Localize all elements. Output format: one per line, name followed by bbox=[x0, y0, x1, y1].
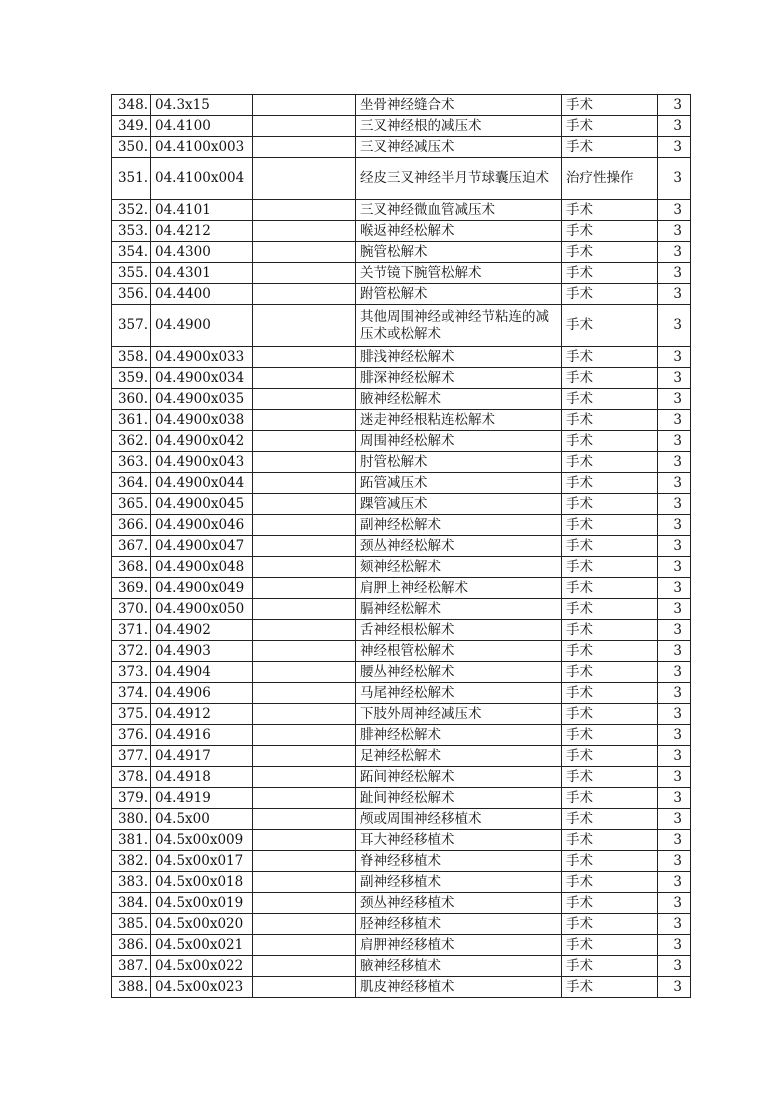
procedure-level-cell: 3 bbox=[658, 452, 691, 473]
procedure-name-cell: 趾间神经松解术 bbox=[356, 788, 562, 809]
procedure-name-cell: 腓浅神经松解术 bbox=[356, 347, 562, 368]
procedure-name-cell: 肌皮神经移植术 bbox=[356, 977, 562, 998]
procedure-level-cell: 3 bbox=[658, 536, 691, 557]
table-row bbox=[112, 641, 691, 662]
procedure-level-cell: 3 bbox=[658, 809, 691, 830]
procedure-type-cell: 手术 bbox=[562, 704, 658, 725]
procedure-type-cell: 手术 bbox=[562, 851, 658, 872]
procedure-name-cell: 下肢外周神经减压术 bbox=[356, 704, 562, 725]
procedure-code-cell: 04.5x00x023 bbox=[151, 977, 253, 998]
row-number-cell: 385. bbox=[112, 914, 151, 935]
procedure-type-cell: 手术 bbox=[562, 914, 658, 935]
blank-cell bbox=[253, 158, 356, 200]
table-row bbox=[112, 368, 691, 389]
blank-cell bbox=[253, 914, 356, 935]
procedure-type-cell: 手术 bbox=[562, 515, 658, 536]
procedure-code-cell: 04.4900x047 bbox=[151, 536, 253, 557]
procedure-level-cell: 3 bbox=[658, 116, 691, 137]
table-row bbox=[112, 116, 691, 137]
procedure-level-cell: 3 bbox=[658, 347, 691, 368]
table-row bbox=[112, 830, 691, 851]
procedure-type-cell: 手术 bbox=[562, 956, 658, 977]
table-row bbox=[112, 452, 691, 473]
table-row bbox=[112, 221, 691, 242]
row-number-cell: 384. bbox=[112, 893, 151, 914]
procedure-type-cell: 手术 bbox=[562, 557, 658, 578]
row-number-cell: 349. bbox=[112, 116, 151, 137]
procedure-type-cell: 手术 bbox=[562, 935, 658, 956]
procedure-type-cell: 手术 bbox=[562, 683, 658, 704]
row-number-cell: 383. bbox=[112, 872, 151, 893]
row-number-cell: 363. bbox=[112, 452, 151, 473]
procedure-type-cell: 手术 bbox=[562, 200, 658, 221]
procedure-name-cell: 腓深神经松解术 bbox=[356, 368, 562, 389]
procedure-name-cell: 三叉神经根的减压术 bbox=[356, 116, 562, 137]
table-row bbox=[112, 977, 691, 998]
blank-cell bbox=[253, 662, 356, 683]
procedure-name-cell: 耳大神经移植术 bbox=[356, 830, 562, 851]
blank-cell bbox=[253, 263, 356, 284]
table-row bbox=[112, 158, 691, 200]
procedure-code-cell: 04.4900x046 bbox=[151, 515, 253, 536]
procedure-name-cell: 肩胛上神经松解术 bbox=[356, 578, 562, 599]
procedure-name-cell: 腋神经移植术 bbox=[356, 956, 562, 977]
blank-cell bbox=[253, 221, 356, 242]
procedure-code-cell: 04.4900x033 bbox=[151, 347, 253, 368]
procedure-name-cell: 周围神经松解术 bbox=[356, 431, 562, 452]
procedure-level-cell: 3 bbox=[658, 221, 691, 242]
procedure-type-cell: 手术 bbox=[562, 746, 658, 767]
procedure-type-cell: 手术 bbox=[562, 893, 658, 914]
row-number-cell: 352. bbox=[112, 200, 151, 221]
blank-cell bbox=[253, 578, 356, 599]
blank-cell bbox=[253, 95, 356, 116]
procedure-level-cell: 3 bbox=[658, 746, 691, 767]
procedure-code-cell: 04.5x00x020 bbox=[151, 914, 253, 935]
procedure-code-cell: 04.4100x003 bbox=[151, 137, 253, 158]
procedure-type-cell: 手术 bbox=[562, 431, 658, 452]
procedure-name-cell: 胫神经移植术 bbox=[356, 914, 562, 935]
blank-cell bbox=[253, 305, 356, 347]
procedure-code-cell: 04.4900x044 bbox=[151, 473, 253, 494]
procedure-code-cell: 04.5x00x022 bbox=[151, 956, 253, 977]
procedure-level-cell: 3 bbox=[658, 977, 691, 998]
procedure-name-cell: 颅或周围神经移植术 bbox=[356, 809, 562, 830]
procedure-name-cell: 脊神经移植术 bbox=[356, 851, 562, 872]
blank-cell bbox=[253, 977, 356, 998]
table-row bbox=[112, 725, 691, 746]
table-row bbox=[112, 746, 691, 767]
procedure-type-cell: 手术 bbox=[562, 599, 658, 620]
row-number-cell: 367. bbox=[112, 536, 151, 557]
blank-cell bbox=[253, 368, 356, 389]
blank-cell bbox=[253, 620, 356, 641]
procedure-code-cell: 04.4918 bbox=[151, 767, 253, 788]
procedure-name-cell: 膈神经松解术 bbox=[356, 599, 562, 620]
procedure-level-cell: 3 bbox=[658, 872, 691, 893]
table-row bbox=[112, 788, 691, 809]
row-number-cell: 371. bbox=[112, 620, 151, 641]
procedure-level-cell: 3 bbox=[658, 473, 691, 494]
blank-cell bbox=[253, 725, 356, 746]
row-number-cell: 382. bbox=[112, 851, 151, 872]
table-row bbox=[112, 557, 691, 578]
row-number-cell: 348. bbox=[112, 95, 151, 116]
row-number-cell: 359. bbox=[112, 368, 151, 389]
procedure-name-cell: 迷走神经根粘连松解术 bbox=[356, 410, 562, 431]
row-number-cell: 361. bbox=[112, 410, 151, 431]
procedure-level-cell: 3 bbox=[658, 389, 691, 410]
row-number-cell: 372. bbox=[112, 641, 151, 662]
procedure-type-cell: 手术 bbox=[562, 578, 658, 599]
blank-cell bbox=[253, 284, 356, 305]
procedure-code-cell: 04.4900x042 bbox=[151, 431, 253, 452]
procedure-code-cell: 04.4916 bbox=[151, 725, 253, 746]
blank-cell bbox=[253, 116, 356, 137]
procedure-level-cell: 3 bbox=[658, 956, 691, 977]
procedure-name-cell: 腓神经松解术 bbox=[356, 725, 562, 746]
procedure-type-cell: 手术 bbox=[562, 809, 658, 830]
procedure-level-cell: 3 bbox=[658, 914, 691, 935]
procedure-level-cell: 3 bbox=[658, 725, 691, 746]
table-row bbox=[112, 704, 691, 725]
procedure-level-cell: 3 bbox=[658, 200, 691, 221]
procedure-code-cell: 04.5x00x017 bbox=[151, 851, 253, 872]
table-row bbox=[112, 620, 691, 641]
blank-cell bbox=[253, 641, 356, 662]
procedure-type-cell: 手术 bbox=[562, 725, 658, 746]
table-row bbox=[112, 242, 691, 263]
procedure-level-cell: 3 bbox=[658, 893, 691, 914]
procedure-code-cell: 04.5x00x009 bbox=[151, 830, 253, 851]
procedure-type-cell: 手术 bbox=[562, 389, 658, 410]
procedure-code-cell: 04.4900x035 bbox=[151, 389, 253, 410]
procedure-level-cell: 3 bbox=[658, 431, 691, 452]
procedure-code-cell: 04.4912 bbox=[151, 704, 253, 725]
row-number-cell: 379. bbox=[112, 788, 151, 809]
row-number-cell: 376. bbox=[112, 725, 151, 746]
procedure-code-cell: 04.5x00x018 bbox=[151, 872, 253, 893]
procedure-code-cell: 04.4917 bbox=[151, 746, 253, 767]
procedure-name-cell: 关节镜下腕管松解术 bbox=[356, 263, 562, 284]
procedure-level-cell: 3 bbox=[658, 620, 691, 641]
procedure-name-cell: 腕管松解术 bbox=[356, 242, 562, 263]
procedure-level-cell: 3 bbox=[658, 410, 691, 431]
blank-cell bbox=[253, 473, 356, 494]
blank-cell bbox=[253, 872, 356, 893]
procedure-level-cell: 3 bbox=[658, 935, 691, 956]
table-row bbox=[112, 389, 691, 410]
blank-cell bbox=[253, 788, 356, 809]
procedure-level-cell: 3 bbox=[658, 494, 691, 515]
blank-cell bbox=[253, 809, 356, 830]
table-row bbox=[112, 95, 691, 116]
blank-cell bbox=[253, 683, 356, 704]
blank-cell bbox=[253, 389, 356, 410]
table-row bbox=[112, 872, 691, 893]
procedure-name-cell: 颈丛神经移植术 bbox=[356, 893, 562, 914]
procedure-name-cell: 喉返神经松解术 bbox=[356, 221, 562, 242]
procedure-level-cell: 3 bbox=[658, 851, 691, 872]
row-number-cell: 351. bbox=[112, 158, 151, 200]
blank-cell bbox=[253, 830, 356, 851]
table-row bbox=[112, 494, 691, 515]
row-number-cell: 364. bbox=[112, 473, 151, 494]
blank-cell bbox=[253, 494, 356, 515]
procedure-name-cell: 跖管减压术 bbox=[356, 473, 562, 494]
procedure-level-cell: 3 bbox=[658, 284, 691, 305]
procedure-level-cell: 3 bbox=[658, 767, 691, 788]
procedure-type-cell: 手术 bbox=[562, 767, 658, 788]
procedure-name-cell: 颈丛神经松解术 bbox=[356, 536, 562, 557]
procedure-code-cell: 04.4906 bbox=[151, 683, 253, 704]
procedure-type-cell: 手术 bbox=[562, 368, 658, 389]
row-number-cell: 386. bbox=[112, 935, 151, 956]
row-number-cell: 350. bbox=[112, 137, 151, 158]
row-number-cell: 370. bbox=[112, 599, 151, 620]
procedure-level-cell: 3 bbox=[658, 305, 691, 347]
procedure-code-cell: 04.4900x048 bbox=[151, 557, 253, 578]
row-number-cell: 368. bbox=[112, 557, 151, 578]
procedure-type-cell: 手术 bbox=[562, 221, 658, 242]
blank-cell bbox=[253, 242, 356, 263]
row-number-cell: 374. bbox=[112, 683, 151, 704]
row-number-cell: 387. bbox=[112, 956, 151, 977]
procedure-code-cell: 04.4902 bbox=[151, 620, 253, 641]
procedure-type-cell: 手术 bbox=[562, 830, 658, 851]
procedure-level-cell: 3 bbox=[658, 158, 691, 200]
procedure-code-cell: 04.4900x038 bbox=[151, 410, 253, 431]
procedure-level-cell: 3 bbox=[658, 683, 691, 704]
table-row bbox=[112, 347, 691, 368]
blank-cell bbox=[253, 347, 356, 368]
procedure-level-cell: 3 bbox=[658, 578, 691, 599]
blank-cell bbox=[253, 599, 356, 620]
procedure-type-cell: 手术 bbox=[562, 284, 658, 305]
procedure-table bbox=[111, 94, 691, 998]
procedure-code-cell: 04.4100 bbox=[151, 116, 253, 137]
procedure-level-cell: 3 bbox=[658, 788, 691, 809]
table-row bbox=[112, 662, 691, 683]
procedure-level-cell: 3 bbox=[658, 368, 691, 389]
table-row bbox=[112, 536, 691, 557]
procedure-code-cell: 04.4900x043 bbox=[151, 452, 253, 473]
procedure-code-cell: 04.4919 bbox=[151, 788, 253, 809]
row-number-cell: 369. bbox=[112, 578, 151, 599]
procedure-level-cell: 3 bbox=[658, 515, 691, 536]
procedure-type-cell: 手术 bbox=[562, 263, 658, 284]
row-number-cell: 354. bbox=[112, 242, 151, 263]
row-number-cell: 356. bbox=[112, 284, 151, 305]
row-number-cell: 360. bbox=[112, 389, 151, 410]
procedure-name-cell: 舌神经根松解术 bbox=[356, 620, 562, 641]
row-number-cell: 353. bbox=[112, 221, 151, 242]
procedure-type-cell: 治疗性操作 bbox=[562, 158, 658, 200]
procedure-type-cell: 手术 bbox=[562, 662, 658, 683]
procedure-code-cell: 04.4212 bbox=[151, 221, 253, 242]
row-number-cell: 355. bbox=[112, 263, 151, 284]
procedure-code-cell: 04.4900x050 bbox=[151, 599, 253, 620]
procedure-code-cell: 04.4900 bbox=[151, 305, 253, 347]
row-number-cell: 357. bbox=[112, 305, 151, 347]
procedure-code-cell: 04.5x00x019 bbox=[151, 893, 253, 914]
row-number-cell: 378. bbox=[112, 767, 151, 788]
table-row bbox=[112, 578, 691, 599]
procedure-type-cell: 手术 bbox=[562, 536, 658, 557]
table-row bbox=[112, 431, 691, 452]
table-row bbox=[112, 284, 691, 305]
procedure-type-cell: 手术 bbox=[562, 410, 658, 431]
procedure-type-cell: 手术 bbox=[562, 347, 658, 368]
blank-cell bbox=[253, 935, 356, 956]
procedure-name-cell: 腰丛神经松解术 bbox=[356, 662, 562, 683]
procedure-name-cell: 肩胛神经移植术 bbox=[356, 935, 562, 956]
procedure-name-cell: 副神经松解术 bbox=[356, 515, 562, 536]
procedure-level-cell: 3 bbox=[658, 641, 691, 662]
row-number-cell: 380. bbox=[112, 809, 151, 830]
procedure-level-cell: 3 bbox=[658, 599, 691, 620]
blank-cell bbox=[253, 746, 356, 767]
procedure-name-cell: 神经根管松解术 bbox=[356, 641, 562, 662]
row-number-cell: 375. bbox=[112, 704, 151, 725]
table-row bbox=[112, 599, 691, 620]
procedure-name-cell: 踝管减压术 bbox=[356, 494, 562, 515]
blank-cell bbox=[253, 452, 356, 473]
row-number-cell: 388. bbox=[112, 977, 151, 998]
row-number-cell: 366. bbox=[112, 515, 151, 536]
procedure-code-cell: 04.4900x034 bbox=[151, 368, 253, 389]
procedure-type-cell: 手术 bbox=[562, 116, 658, 137]
procedure-code-cell: 04.4900x045 bbox=[151, 494, 253, 515]
procedure-level-cell: 3 bbox=[658, 263, 691, 284]
procedure-type-cell: 手术 bbox=[562, 95, 658, 116]
blank-cell bbox=[253, 137, 356, 158]
blank-cell bbox=[253, 893, 356, 914]
procedure-code-cell: 04.4904 bbox=[151, 662, 253, 683]
table-row bbox=[112, 410, 691, 431]
row-number-cell: 373. bbox=[112, 662, 151, 683]
procedure-code-cell: 04.4300 bbox=[151, 242, 253, 263]
table-row bbox=[112, 305, 691, 347]
row-number-cell: 365. bbox=[112, 494, 151, 515]
procedure-name-cell: 跗管松解术 bbox=[356, 284, 562, 305]
procedure-code-cell: 04.5x00x021 bbox=[151, 935, 253, 956]
procedure-name-cell: 肘管松解术 bbox=[356, 452, 562, 473]
table-row bbox=[112, 137, 691, 158]
procedure-type-cell: 手术 bbox=[562, 641, 658, 662]
procedure-code-cell: 04.4900x049 bbox=[151, 578, 253, 599]
blank-cell bbox=[253, 851, 356, 872]
procedure-type-cell: 手术 bbox=[562, 872, 658, 893]
procedure-type-cell: 手术 bbox=[562, 620, 658, 641]
blank-cell bbox=[253, 767, 356, 788]
procedure-name-cell: 马尾神经松解术 bbox=[356, 683, 562, 704]
table-row bbox=[112, 809, 691, 830]
procedure-name-cell: 副神经移植术 bbox=[356, 872, 562, 893]
table-row bbox=[112, 914, 691, 935]
table-row bbox=[112, 767, 691, 788]
procedure-name-cell: 坐骨神经缝合术 bbox=[356, 95, 562, 116]
row-number-cell: 381. bbox=[112, 830, 151, 851]
procedure-type-cell: 手术 bbox=[562, 977, 658, 998]
procedure-level-cell: 3 bbox=[658, 830, 691, 851]
blank-cell bbox=[253, 515, 356, 536]
procedure-code-cell: 04.4100x004 bbox=[151, 158, 253, 200]
procedure-name-cell: 足神经松解术 bbox=[356, 746, 562, 767]
row-number-cell: 377. bbox=[112, 746, 151, 767]
procedure-type-cell: 手术 bbox=[562, 494, 658, 515]
blank-cell bbox=[253, 200, 356, 221]
table-row bbox=[112, 683, 691, 704]
procedure-type-cell: 手术 bbox=[562, 242, 658, 263]
row-number-cell: 358. bbox=[112, 347, 151, 368]
procedure-name-cell: 腋神经松解术 bbox=[356, 389, 562, 410]
blank-cell bbox=[253, 431, 356, 452]
procedure-code-cell: 04.5x00 bbox=[151, 809, 253, 830]
procedure-level-cell: 3 bbox=[658, 242, 691, 263]
procedure-type-cell: 手术 bbox=[562, 452, 658, 473]
table-row bbox=[112, 473, 691, 494]
procedure-type-cell: 手术 bbox=[562, 473, 658, 494]
table-row bbox=[112, 851, 691, 872]
procedure-level-cell: 3 bbox=[658, 557, 691, 578]
table-row bbox=[112, 200, 691, 221]
procedure-name-cell: 其他周围神经或神经节粘连的减压术或松解术 bbox=[356, 305, 562, 347]
table-row bbox=[112, 515, 691, 536]
blank-cell bbox=[253, 956, 356, 977]
blank-cell bbox=[253, 704, 356, 725]
procedure-table-body bbox=[112, 95, 691, 998]
procedure-name-cell: 颏神经松解术 bbox=[356, 557, 562, 578]
procedure-code-cell: 04.4301 bbox=[151, 263, 253, 284]
procedure-code-cell: 04.4101 bbox=[151, 200, 253, 221]
blank-cell bbox=[253, 410, 356, 431]
procedure-code-cell: 04.4903 bbox=[151, 641, 253, 662]
procedure-level-cell: 3 bbox=[658, 137, 691, 158]
table-row bbox=[112, 263, 691, 284]
procedure-type-cell: 手术 bbox=[562, 788, 658, 809]
procedure-name-cell: 跖间神经松解术 bbox=[356, 767, 562, 788]
procedure-code-cell: 04.3x15 bbox=[151, 95, 253, 116]
procedure-level-cell: 3 bbox=[658, 704, 691, 725]
table-row bbox=[112, 935, 691, 956]
row-number-cell: 362. bbox=[112, 431, 151, 452]
procedure-type-cell: 手术 bbox=[562, 305, 658, 347]
procedure-name-cell: 三叉神经减压术 bbox=[356, 137, 562, 158]
procedure-level-cell: 3 bbox=[658, 662, 691, 683]
blank-cell bbox=[253, 557, 356, 578]
procedure-name-cell: 三叉神经微血管减压术 bbox=[356, 200, 562, 221]
procedure-name-cell: 经皮三叉神经半月节球囊压迫术 bbox=[356, 158, 562, 200]
blank-cell bbox=[253, 536, 356, 557]
table-row bbox=[112, 956, 691, 977]
procedure-level-cell: 3 bbox=[658, 95, 691, 116]
procedure-code-cell: 04.4400 bbox=[151, 284, 253, 305]
table-row bbox=[112, 893, 691, 914]
procedure-type-cell: 手术 bbox=[562, 137, 658, 158]
